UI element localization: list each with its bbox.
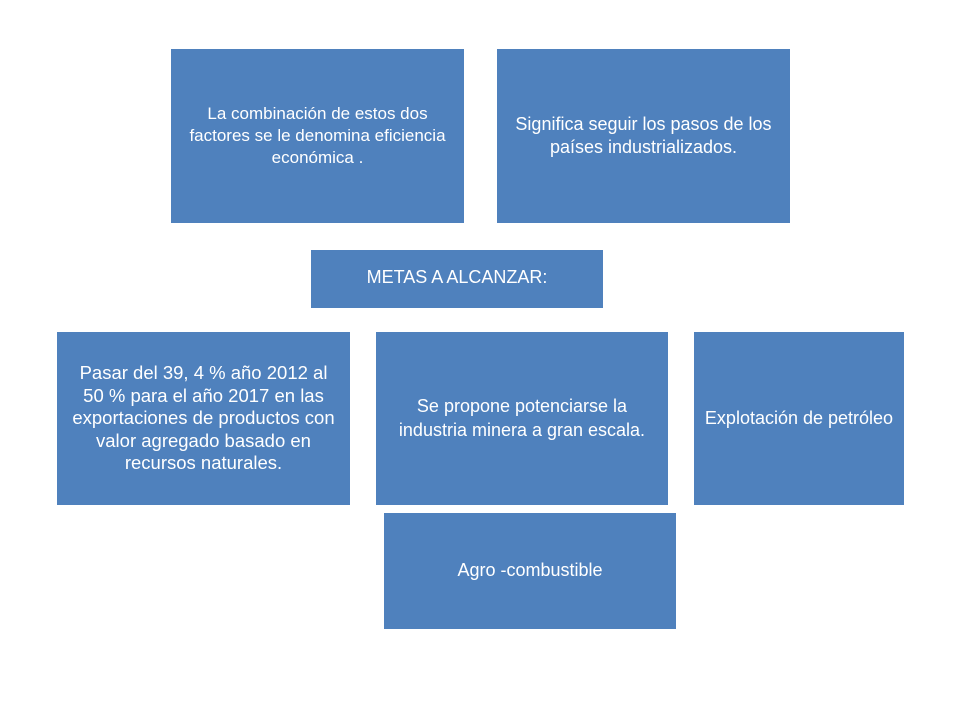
goal-box-industria-minera: [376, 332, 668, 505]
center-box-metas: [311, 250, 603, 308]
goal-box-exportaciones: [57, 332, 350, 505]
goal-box-text: La combinación de estos dos factores se le denomina eficiencia económica .: [189, 103, 446, 168]
goal-box-text: Pasar del 39, 4 % año 2012 al 50 % para el año 2017 en las exportaciones de productos con valor agregado basado en recursos naturales.: [72, 362, 335, 474]
goal-box-paises-industrializados: [497, 49, 790, 223]
goal-box-eficiencia-economica: [171, 49, 464, 223]
goal-box-text: Se propone potenciarse la industria minera a gran escala.: [398, 396, 646, 440]
goal-box-text: Explotación de petróleo: [704, 407, 894, 428]
goal-box-text: Agro -combustible: [457, 560, 603, 581]
goal-box-petroleo: [694, 332, 904, 505]
goal-box-text: Significa seguir los pasos de los países industrializados.: [515, 113, 772, 157]
center-box-label: METAS A ALCANZAR:: [366, 267, 548, 288]
goal-box-agrocombustible: [384, 513, 676, 629]
